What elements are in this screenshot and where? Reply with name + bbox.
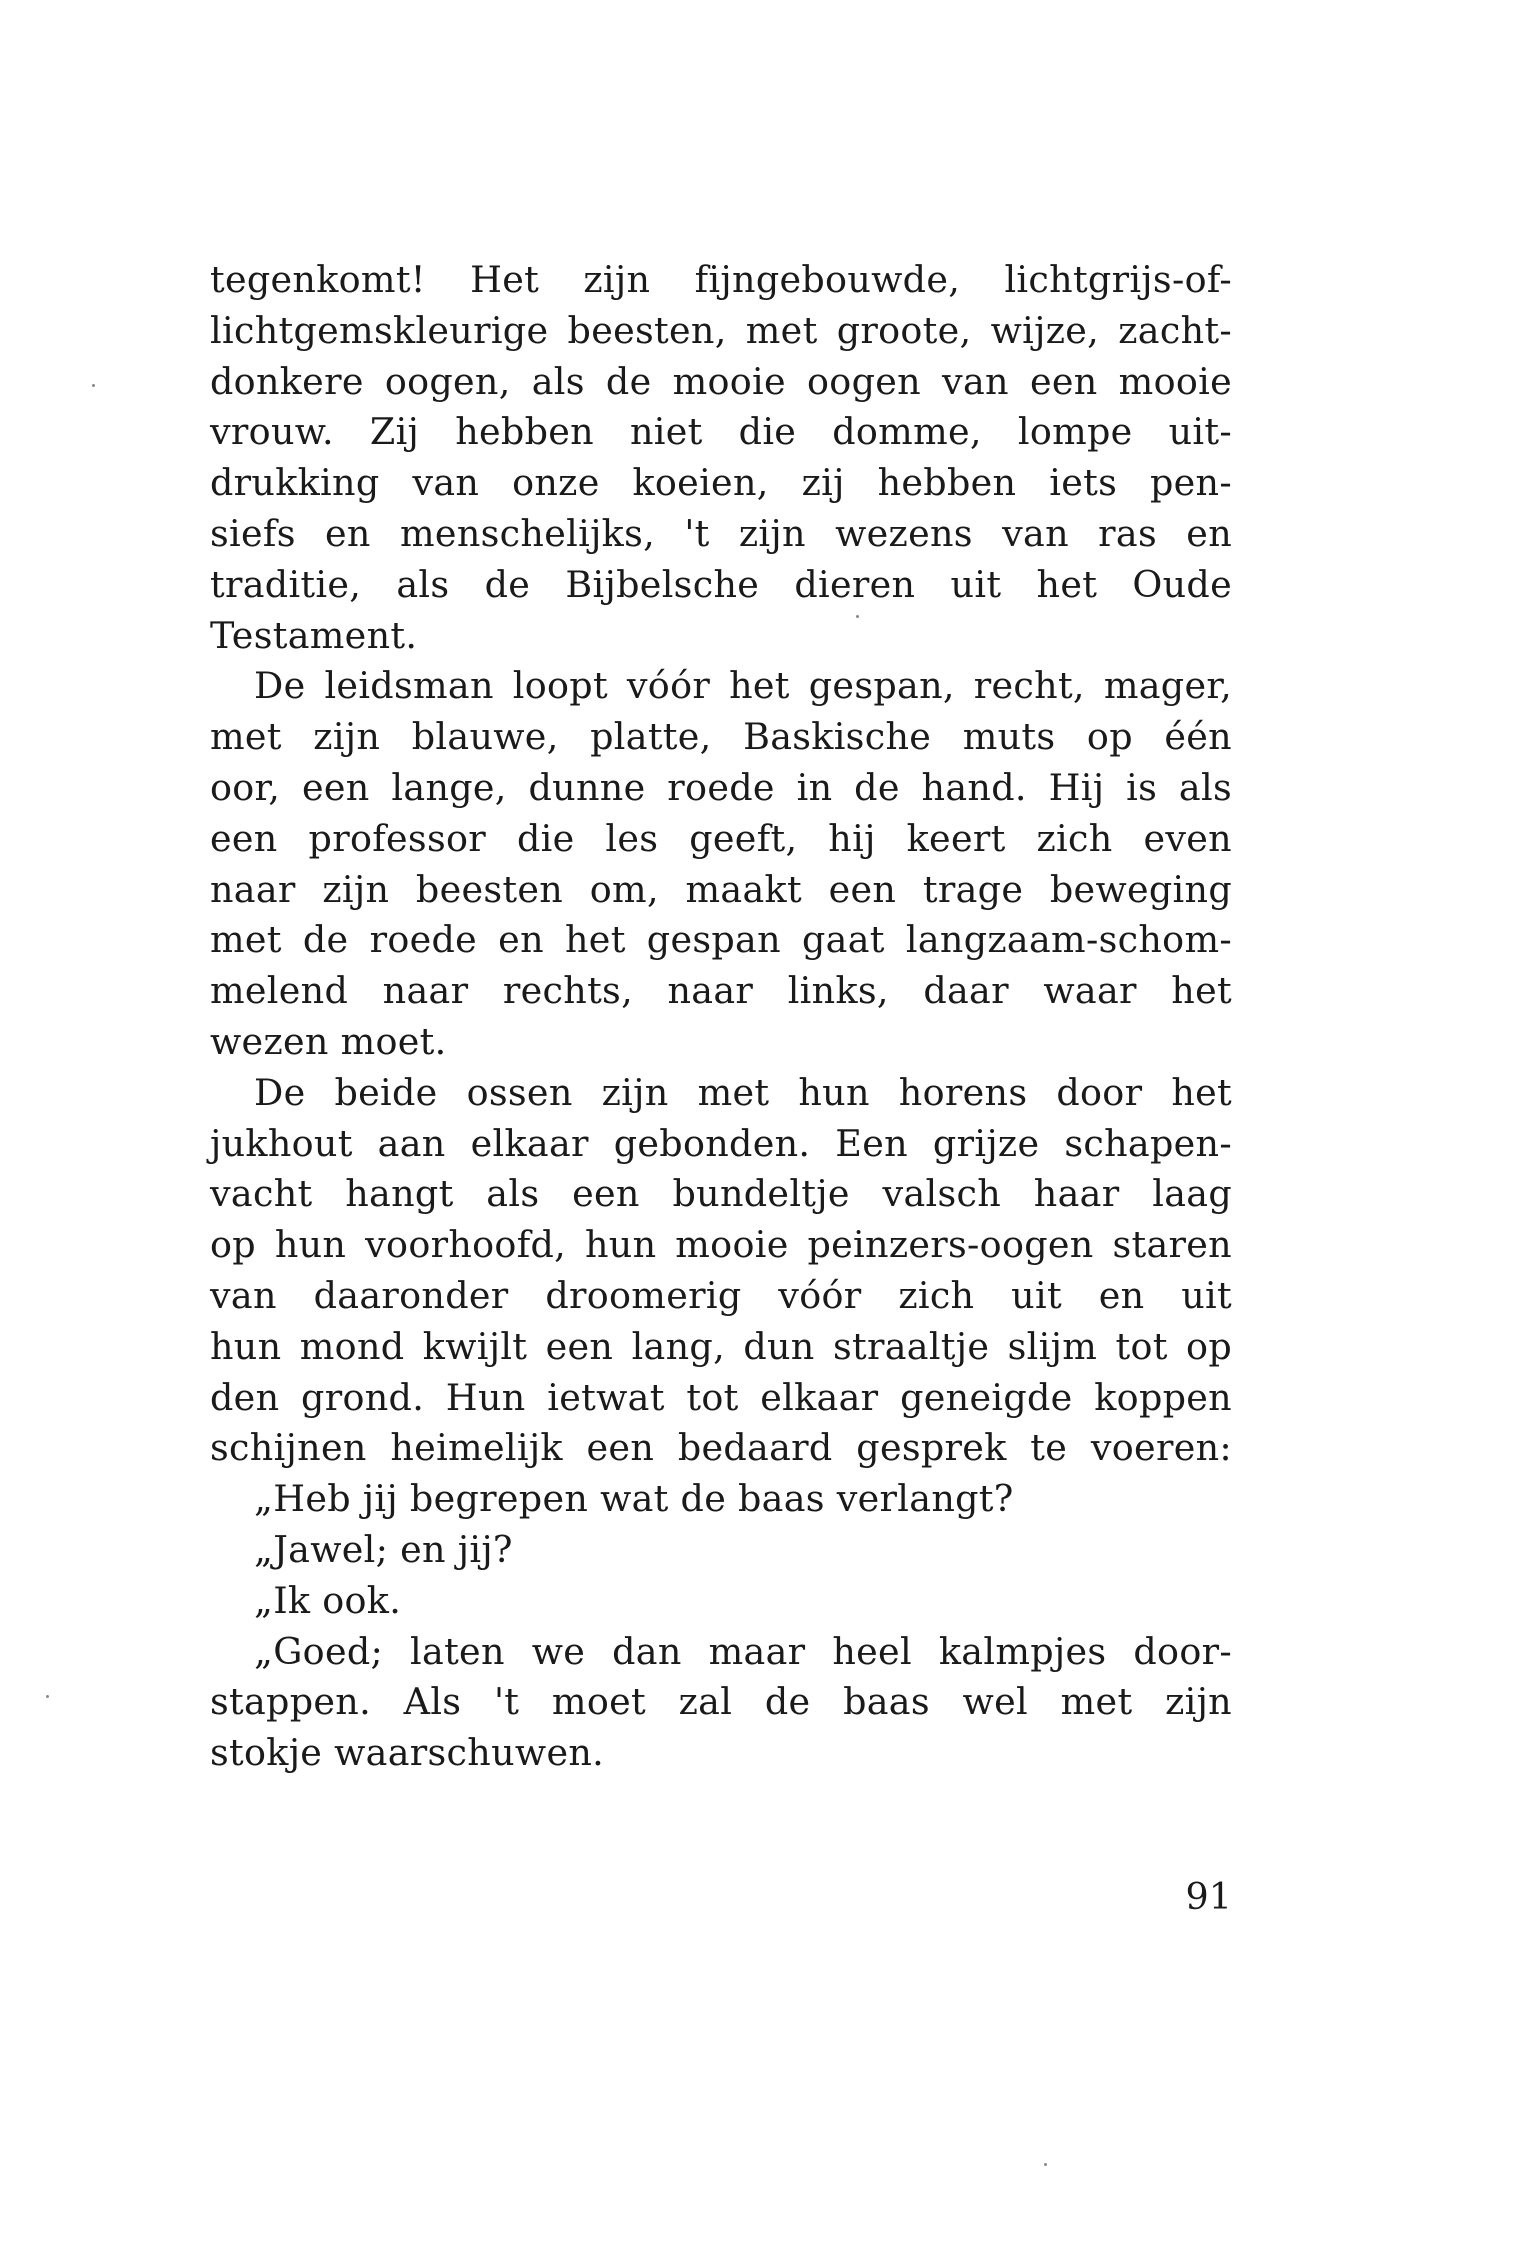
text-line: „Goed; laten we dan maar heel kalmpjes door- [254, 1629, 1232, 1673]
text-line: schijnen heimelijk een bedaard gesprek te voeren: [210, 1426, 1232, 1470]
paper-speck [856, 615, 859, 618]
text-line: drukking van onze koeien, zij hebben iets pen- [210, 461, 1232, 505]
text-line: stokje waarschuwen. [210, 1731, 605, 1775]
text-line: „Heb jij begrepen wat de baas verlangt? [254, 1477, 1014, 1521]
text-line: naar zijn beesten om, maakt een trage beweging [210, 867, 1232, 911]
text-line: Testament. [210, 613, 418, 657]
text-line: vrouw. Zij hebben niet die domme, lompe uit- [210, 410, 1232, 454]
text-line: op hun voorhoofd, hun mooie peinzers-oogen staren [210, 1223, 1232, 1267]
text-line: lichtgemskleurige beesten, met groote, wijze, zacht- [210, 308, 1232, 352]
paper-speck [92, 384, 95, 387]
page-number: 91 [1185, 1875, 1232, 1918]
paper-speck [46, 1695, 49, 1698]
paper-speck [1044, 2163, 1047, 2166]
text-line: De beide ossen zijn met hun horens door het [254, 1070, 1232, 1114]
text-line: melend naar rechts, naar links, daar waar het [210, 969, 1232, 1013]
text-line: van daaronder droomerig vóór zich uit en uit [210, 1273, 1232, 1317]
text-line: oor, een lange, dunne roede in de hand. Hij is als [210, 765, 1232, 809]
text-line: den grond. Hun ietwat tot elkaar geneigde koppen [210, 1375, 1232, 1419]
text-line: donkere oogen, als de mooie oogen van een mooie [210, 359, 1232, 403]
text-line: „Ik ook. [254, 1578, 402, 1622]
text-line: siefs en menschelijks, 't zijn wezens van ras en [210, 511, 1232, 555]
text-line: traditie, als de Bijbelsche dieren uit het Oude [210, 562, 1232, 606]
body-text [210, 255, 1232, 1779]
text-line: stappen. Als 't moet zal de baas wel met zijn [210, 1680, 1232, 1724]
text-line: met de roede en het gespan gaat langzaam-schom- [210, 918, 1232, 962]
text-line: jukhout aan elkaar gebonden. Een grijze schapen- [210, 1121, 1232, 1165]
text-line: een professor die les geeft, hij keert zich even [210, 816, 1232, 860]
text-line: wezen moet. [210, 1019, 447, 1063]
text-line: De leidsman loopt vóór het gespan, recht, mager, [254, 664, 1232, 708]
text-line: hun mond kwijlt een lang, dun straaltje slijm tot op [210, 1324, 1232, 1368]
text-line: „Jawel; en jij? [254, 1527, 513, 1571]
text-line: vacht hangt als een bundeltje valsch haar laag [210, 1172, 1232, 1216]
text-line: tegenkomt! Het zijn fijngebouwde, lichtgrijs-of- [210, 258, 1232, 301]
text-line: met zijn blauwe, platte, Baskische muts op één [210, 715, 1232, 759]
